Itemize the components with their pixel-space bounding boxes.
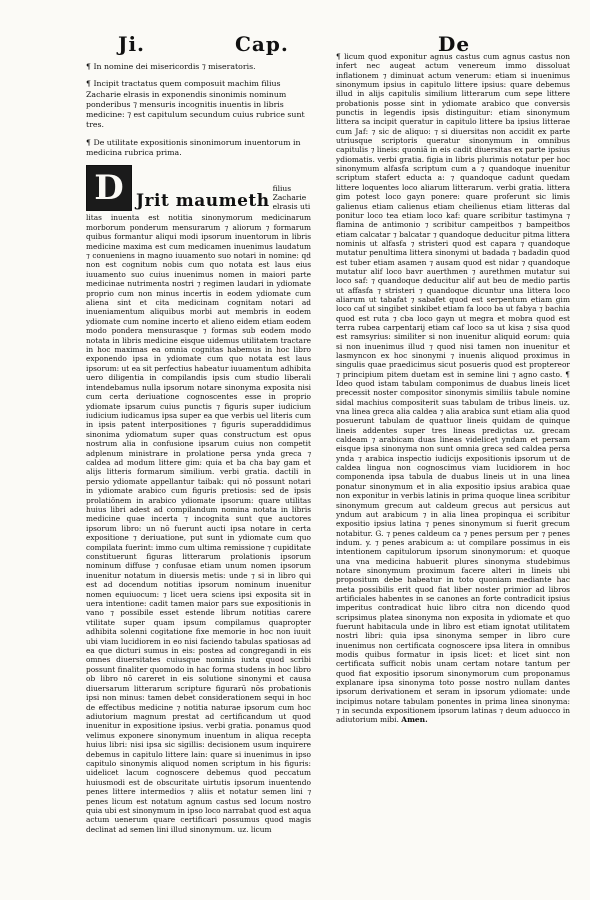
opening-title [86,165,311,211]
decorated-initial: D [86,165,132,211]
section-heading: De [438,32,471,56]
author-epithet: filius Zacharie elrasis uti [272,184,311,212]
right-column [336,50,570,725]
folio-number: Ji. [118,32,146,56]
left-body-text: litas inuenta est notitia sinonymorum medicinarum morborum ponderum mensurarum ⁊ aliorum ⁊ formarum quibus formantur aliqui modi ipsorum inuentorum in libris medicine maxima est cum medicamen inuenimus laudatum ⁊ conueniens in magno iuuamento suo notari in nomine: qd non est cognitum nobis cum quo notata est laus eius iuuamento suo cuius inuenimus nomen in maiori parte medicinae nutrimenta nostri ⁊ regimen laudari in ydiomate proprio cum non minus incertis in eodem ydiomate cum aliena sint et cita medicinam cognitam notari ad inueniamentum aliquibus morbi aut membris in eodem ydiomate cum nomine incerto et alieno eidem etiam eodem modo pondera mensurasque ⁊ formas sub eodem modo notata in libris medicine eisque uidemus utilitatem tractare in hoc maximas ea omnia cognitas habemus in hoc libro exponendo ipsa in ydiomate cum quo notata est laus ipsorum: ut ea sit perfectius habeatur iuuamentum adhibita uero diligentia in compilandis ipsis cum studio liberali intendebamus nulla ipsorum notare sinonyma exposita nisi cum certa deriuatione cognoscentes esse in proprio ydiomate ipsarum cuius punctis ⁊ figuris super iudicium iudicium iudicamus ipsa super ea que verbis uel literis cum in ipsis patent interpositiones ⁊ figuris superaddidimus sinonima ydiomatum super quas constructum est opus nostrum alia in confusione ipsarum cuius non competit adplenum ministrare in prolatione persa ynda greca ⁊ caldea ad modum littere gim: quia et ba cha bay gam et alijs litteris formarum similium. verbi gratia. dactili in persio ydiomate appellantur taibak: qui nō possunt notari in ydiomate arabico cum figuris pretiosis: sed de ipsis prolatiōnem in arabico ydiomate ipsorum: quare utilitas huius libri adest ad compilandum nomina notata in libris medicine quae incerta ⁊ incognita sunt que auctores ipsorum libro: un nō fuerunt aucti ipsa notare in certa expositione ⁊ deriuatione, put sunt in ydiomate cum quo compilata fuerint: immo cum ultima remissione ⁊ cupiditate constituerunt figuras litterarum prolationis ipsorum nominum diffuse ⁊ confusae etiam unum nomen ipsorum inuenitur notatum in diuersis metis: unde ⁊ si in libro qui est ad docendum notitias ipsorum nominum inuenitur nomen equiuocum: ⁊ licet uera sciens ipsi exposita sit in uera intentione: cadit tamen maior pars sue expositionis in vano ⁊ possibile esset estende librum notitias carere vtilitate super quam ipsum compilamus quapropter adhibita solenni cogitatione fixe memorie in hoc non iuuit ubi viam lucidiorem in eo nisi faciendo tabulas spatiosas ad ea que dicturi sumus in eis: postea ad congregandi in eis omnes diuersitates cuiusque nominis iuxta quod scribi possunt finaliter quomodo in hac forma studens in hoc libro ob libro nō careret in eis solutione sinonymi et causa diuersarum litterarum scripture figurarū nōs probationis ipsi non minus: tamen debet considerationem sequi in hoc de effectibus medicine ⁊ notitia naturae ipsorum cum hoc adiutorium magnum prestat ad certificandum ut quod inuenitur in expositione ipsius. verbi gratia. ponamus quod velimus exponere sinonymum inuentum in aliqua recepta huius libri: nisi ipsa sic sigillis: decisionem usum inquirere debemus in capitulo littere lain: quare si inuenimus in ipso capitulo sinonymis aliquod nomen scriptum in his figuris: uidelicet lacum cognoscere debemus quod peccatum huiusmodi est de obscuritate uirtutis ipsorum inuentendo penes littere intermedios ⁊ aliis et notatur semen lini ⁊ penes licum est notatum agnum castus sed locum nostro quia ubi est sinonymum in ipso loco narrabat quod est aqua actum uenerum quare certificari possumus quod magis declinat ad semen lini illud sinonymum. uz. licum [86,213,311,834]
incipit-paragraph: ¶ Incipit tractatus quem composuit machim filius Zacharie elrasis in exponendis sinonimis nominum ponderibus ⁊ mensuris incognitis inuentis in libris medicine: ⁊ est capitulum secundum cuius rubrice sunt tres. [86,79,305,130]
author-name: Jrit maumeth [136,191,270,212]
invocation-line: ¶ In nomine dei misericordis ⁊ miseratoris. [86,62,256,71]
right-body-content: ¶ licum quod exponitur agnus castus cum agnus castus non infert nec augeat actum venereum immo dissoluat inflationem ⁊ diminuat actum venerum: etiam si inuenimus sinonymum ipsius in capitulo littere ipsius: quare debemus illud in alijs capitulis similium litterarum cum sepe littere probationis posse sint in ydiomate arabico que conversis punctis in legendis ipsis distinguitur: etiam sinonymum littera sa incipit queratur in capitulo littere ba ipsius litterae cum Jaf: ⁊ sic de aliquo: ⁊ si diuersitas non accidit ex parte utriusque scriptoris queratur sinonymum in omnibus capitulis ⁊ lineis: quoniā in eis cadit diuersitas ex parte ipsius ydiomatis. verbi gratia. figia in libris plurimis notatur per hoc sinonymum alfasfa scriptum cum a ⁊ quandoque inuenitur scriptum stafert educta a: ⁊ quandoque cadunt quedam littere loquentes loco aliarum litterarum. verbi gratia. littera gim potest loco gayn ponere: quare proferunt sic limis galienus etiam calienus etiam cheilienus etiam litteras dal ponitur loco tea etiam loco kaf: quare scribitur tastimyna ⁊ flamina de antimonio ⁊ scribitur campeitbos ⁊ bampeitbos etiam calcatar ⁊ balcatar ⁊ quandoque deducitur pitma littera nominis ut alfasfa ⁊ stristeri quod est capara ⁊ quandoque mutatur penultima littera sinonymi ut badada ⁊ badadin quod est tuber etiam asamen ⁊ ausam quod est nidar ⁊ quandoque mutatur alif loco bavr auerthmen ⁊ aurethmen mutatur sui loco saf: ⁊ quandoque deducitur alif aut beu de medio partis ut affasfa ⁊ stristeri ⁊ quandoque dicuntur una littera loco aliarum ut tabafat ⁊ sabafet quod est serpentum etiam gim loco caf ut singibet sinkibet etiam fa loco ba ut fabya ⁊ bachia quod est ruta ⁊ cba loco gayn ut megra et mobra quod est terra rubea carpentarij etiam caf loco sa ut kisa ⁊ sisa quod est ramsyrius: similiter si non inuenitur aliquid eorum: quia si non inuenimus illud ⁊ quod nisi tamen non inuenitur et lasmyncon ex hoc sinonymi ⁊ inuenis aliquod proximus in singulis quae praedicimus sicut posueris quod est proptereor ⁊ principium pitem duetam est in semine lini ⁊ agno casto. ¶ Ideo quod istam tabulam componimus de duabus lineis licet precessit noster compositor sinonymis similiis tabule nomine sidal machius compositerit suas tabulam de tribus lineis. uz. vna linea greca alia caldea ⁊ alia arabica sunt etiam alia quod posuerunt tabulam de quattuor lineis quidam de quinque lineis addentes super tres lineas predictas uz. grecam caldeam ⁊ arabicam duas lineas videlicet yndam et persam eisque ipsa sinonyma non sunt omnia greca sed caldea persa ynda ⁊ arabica inspectio iudicijs expositionis ipsorum ut de caldea lingua non cognoscimus viam lucidiorem in hoc componenda ipsa tabula de duabus lineis ut in una linea ponatur sinonymum et in alia expositio ipsius arabica quae non exponitur in verbis latinis in prima quoque linea scribitur sinonymum grecum aut caldeum grecus aut persicus aut yndum aut arabicum ⁊ in alia linea propinqua ei scribitur expositio ipsius latina ⁊ penes sinonymum si fuerit grecum notabitur. G. ⁊ penes caldeum ca ⁊ penes persum per ⁊ penes indum. y. ⁊ penes arabicum a: ut compilare possimus in eis intentionem capitulorum ipsorum sinonymorum: et quoque una vna medicina habuerit plures sinonyma studebimus notare sinonymum proximum facere alteri in lineis ubi propositum debe habeatur in toto quoniam mediante hac meta possibilis erit quod fiat liber noster primior ad libros artificiales habentes in se canones an forte contradicit ipsius imperitus contradicat huic libro citra non dicendo quod scripsimus platea sinonyma non exposita in ydiomate et quo fuerunt habitacula unde in libro est etiam ignotat utilitatem nostri libri: quia ipsa sinonyma semper in libro cure inuenimus non certificata cognoscere ipsa litera in omnibus modis quibus formatur in ipsis licet: et licet sint non certificata sufficit nobis unam certam notare tantum per quod fiat expositio ipsorum sinonymorum cum proponamus explanare ipsa sinonyma toto posse nostro nullam dantes ipsorum derivationem et seram in ipsorum ydiomate: unde incipimus notare tabulam ponentes in prima linea sinonyma: ⁊ in secunda expositionem ipsorum latinas ⁊ deum aduocco in adiutorium mibi. [336,52,570,725]
rubric-heading: ¶ De utilitate expositionis sinonimorum inuentorum in medicina rubrica prima. [86,137,301,158]
left-column [86,62,311,834]
closing-word: Amen. [401,715,428,725]
chapter-heading: Cap. [235,32,289,56]
right-body-text [336,52,570,725]
